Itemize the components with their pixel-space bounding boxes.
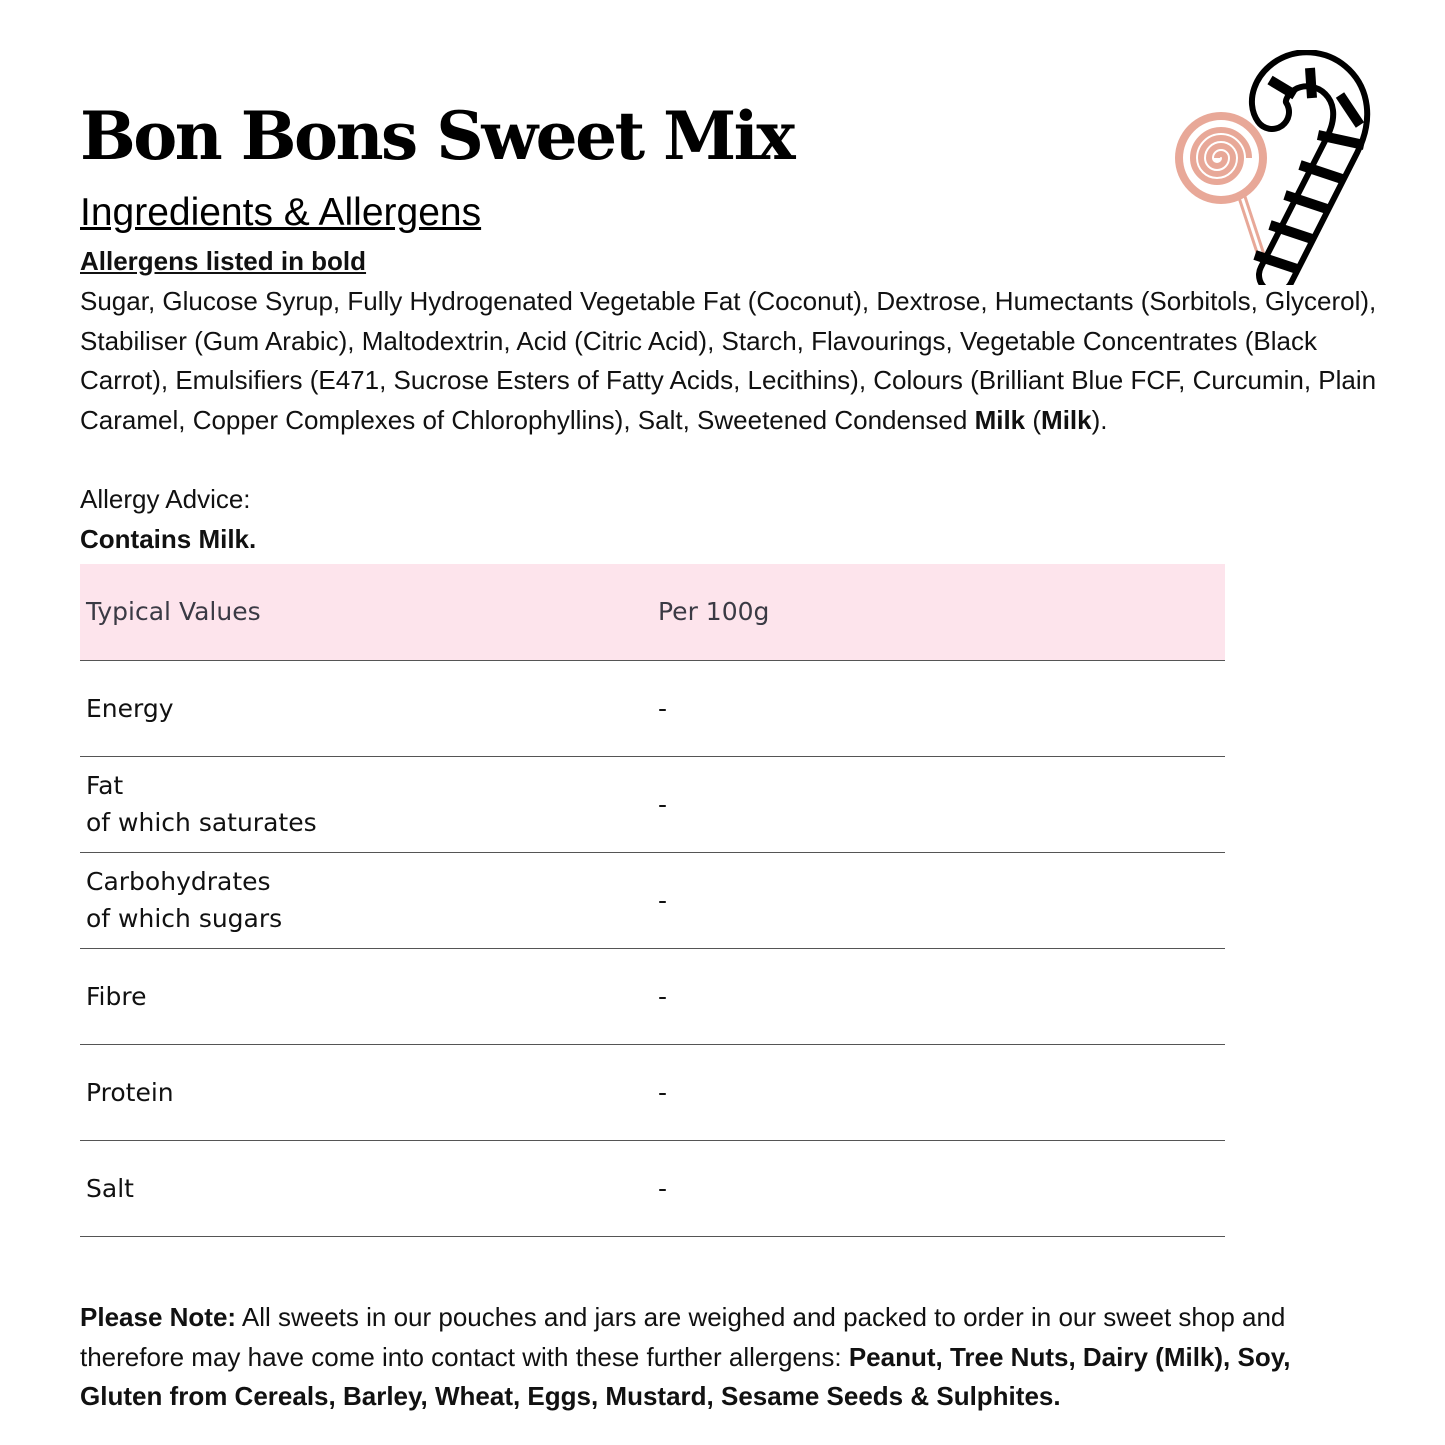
- allergy-advice-label: Allergy Advice:: [80, 484, 251, 514]
- nutrient-label: Energy: [86, 693, 174, 723]
- nutrient-name: [80, 1140, 652, 1236]
- nutrient-sublabel: of which saturates: [86, 808, 317, 837]
- header-per-100g: Per 100g: [652, 564, 1225, 660]
- candy-cane-icon: [1255, 68, 1364, 275]
- nutrient-value: -: [652, 756, 1225, 852]
- table-row: [80, 660, 1225, 756]
- ingredient-allergen: Milk: [1041, 404, 1092, 435]
- nutrient-value: -: [652, 1044, 1225, 1140]
- allergy-advice-text: Contains Milk.: [80, 523, 257, 554]
- note-text: All sweets in our pouches and jars are weighed and packed to order in our sweet shop and therefore may have come into contact with these further allergens:: [80, 1302, 1286, 1372]
- table-row: [80, 756, 1225, 852]
- table-row: [80, 1140, 1225, 1236]
- ingredients-text: [80, 282, 1380, 440]
- nutrient-sublabel: of which sugars: [86, 904, 283, 933]
- nutrient-label: Salt: [86, 1173, 134, 1203]
- ingredients-punct: ).: [1091, 404, 1108, 435]
- table-row: [80, 852, 1225, 948]
- note-label: Please Note:: [80, 1302, 237, 1332]
- nutrient-value: -: [652, 1140, 1225, 1236]
- nutrient-name: [80, 1044, 652, 1140]
- nutrient-name: [80, 948, 652, 1044]
- note-allergens: Peanut, Tree Nuts, Dairy (Milk), Soy, Gluten from Cereals, Barley, Wheat, Eggs, Mustard, Sesame Seeds & Sulphites.: [80, 1341, 1291, 1412]
- allergy-advice: [80, 480, 256, 559]
- nutrient-label: Carbohydrates: [86, 867, 271, 896]
- nutrient-label: Protein: [86, 1077, 174, 1107]
- ingredients-punct: (: [1025, 404, 1042, 435]
- nutrient-name: [80, 852, 652, 948]
- please-note: [80, 1298, 1370, 1417]
- nutrition-table: [80, 564, 1225, 1237]
- nutrition-header-row: [80, 564, 1225, 660]
- product-title: Bon Bons Sweet Mix: [80, 97, 794, 175]
- ingredients-body: Sugar, Glucose Syrup, Fully Hydrogenated Vegetable Fat (Coconut), Dextrose, Humectants (Sorbitols, Glycerol), Stabiliser (Gum Arabic), Maltodextrin, Acid (Citric Acid), Starch, Flavourings, Vegetable Concentrates (Black Carrot), Emulsifiers (E471, Sucrose Esters of Fatty Acids, Lecithins), Colours (Brilliant Blue FCF, Curcumin, Plain Caramel, Copper Complexes of Chlorophyllins), Salt, Sweetened Condensed: [80, 286, 1377, 435]
- ingredient-allergen: Milk: [974, 404, 1026, 435]
- nutrient-value: -: [652, 660, 1225, 756]
- header-typical-values: Typical Values: [80, 564, 652, 660]
- allergen-note: Allergens listed in bold: [80, 246, 367, 276]
- nutrient-label: Fibre: [86, 981, 147, 1011]
- nutrient-value: -: [652, 948, 1225, 1044]
- table-row: [80, 1044, 1225, 1140]
- nutrient-label: Fat: [86, 771, 124, 800]
- section-subtitle: Ingredients & Allergens: [80, 191, 482, 234]
- nutrient-value: -: [652, 852, 1225, 948]
- nutrient-name: [80, 660, 652, 756]
- table-row: [80, 948, 1225, 1044]
- nutrient-name: [80, 756, 652, 852]
- lollipop-icon: [1175, 112, 1267, 255]
- sweets-illustration: [1160, 50, 1395, 285]
